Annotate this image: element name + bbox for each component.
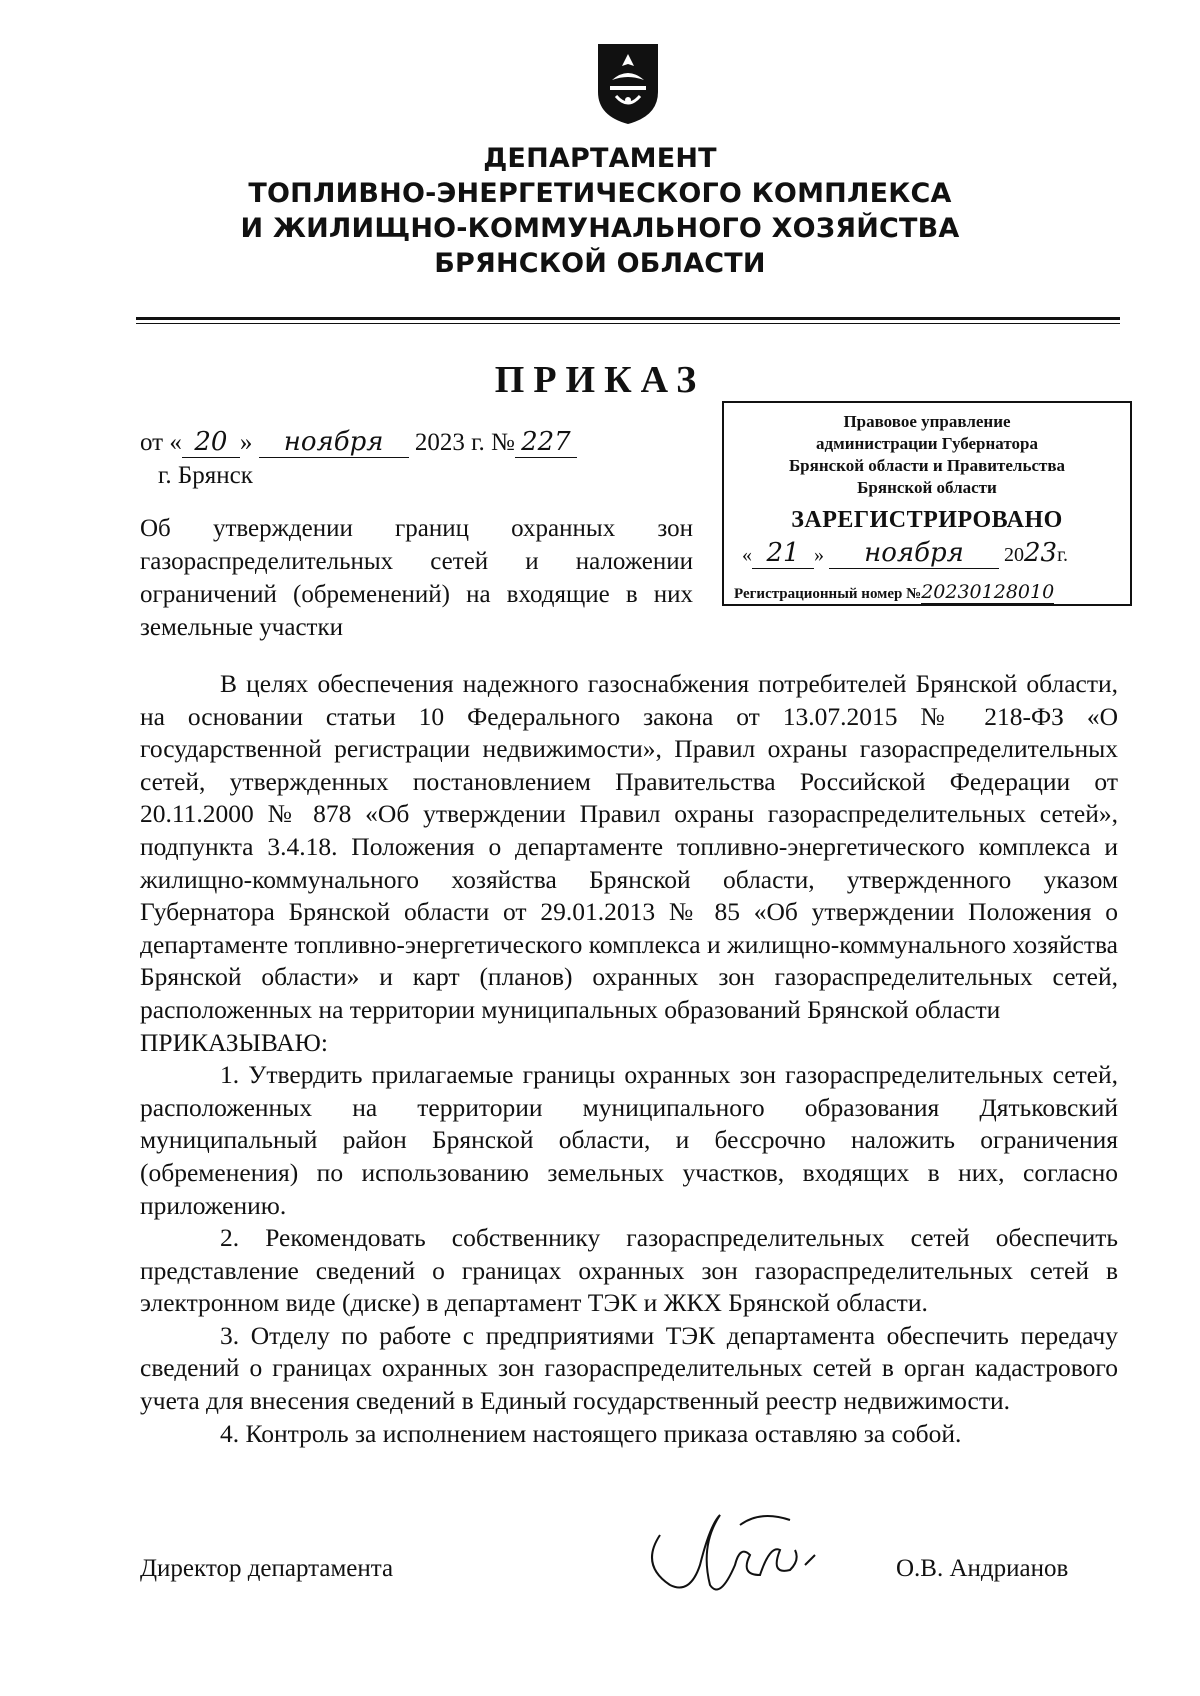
document-type-title: ПРИКАЗ <box>494 359 706 401</box>
stamp-year-end: г. <box>1057 544 1069 566</box>
order-subject: Об утверждении границ охранных зон газораспределительных сетей и наложении ограничений (обременений) на входящие в них земельные участки <box>140 515 693 641</box>
stamp-year-prefix: 20 <box>1004 544 1024 566</box>
coat-of-arms-emblem <box>594 40 662 126</box>
stamp-org-line: Брянской области <box>857 478 997 497</box>
stamp-day: 21 <box>752 538 814 569</box>
order-date-line <box>140 427 577 458</box>
order-day: 20 <box>182 427 240 458</box>
stamp-reg-number: 20230128010 <box>921 581 1055 603</box>
stamp-organization <box>724 411 1130 499</box>
department-name-line-4: БРЯНСКОЙ ОБЛАСТИ <box>434 248 766 279</box>
stamp-org-line: администрации Губернатора <box>816 434 1038 453</box>
order-item-4: 4. Контроль за исполнением настоящего приказа оставляю за собой. <box>220 1418 962 1448</box>
department-name-line-3: И ЖИЛИЩНО-КОММУНАЛЬНОГО ХОЗЯЙСТВА <box>240 213 960 244</box>
department-name-line-2: ТОПЛИВНО-ЭНЕРГЕТИЧЕСКОГО КОМПЛЕКСА <box>248 178 952 209</box>
header-divider-thick <box>136 317 1120 320</box>
registration-stamp <box>722 401 1132 606</box>
stamp-org-line: Правовое управление <box>843 412 1011 431</box>
stamp-registration-number <box>724 581 1130 604</box>
date-prefix: от « <box>140 429 182 456</box>
department-name-line-1: ДЕПАРТАМЕНТ <box>483 143 717 174</box>
command-word: ПРИКАЗЫВАЮ: <box>140 1027 328 1057</box>
preamble-paragraph: В целях обеспечения надежного газоснабжения потребителей Брянской области, на основании статьи 10 Федерального закона от 13.07.2015 № 218-ФЗ «О государственной регистрации недвижимости», Правил охраны газораспределительных сетей, утвержденных постановлением Правительства Российской Федерации от 20.11.2000 № 878 «Об утверждении Правил охраны газораспределительных сетей», подпункта 3.4.18. Положения о департаменте топливно-энергетического комплекса и жилищно-коммунального хозяйства Брянской области, утвержденного указом Губернатора Брянской области от 29.01.2013 № 85 «Об утверждении Положения о департаменте топливно-энергетического комплекса и жилищно-коммунального хозяйства Брянской области» и карт (планов) охранных зон газораспределительных сетей, расположенных на территории муниципальных образований Брянской области <box>140 669 1118 1024</box>
stamp-year-suffix: 23 <box>1024 538 1058 568</box>
order-item-2: 2. Рекомендовать собственнику газораспределительных сетей обеспечить представление сведений о границах охранных зон газораспределительных сетей в электронном виде (диске) в департамент ТЭК и ЖКХ Брянской области. <box>140 1223 1118 1318</box>
handwritten-signature <box>640 1505 850 1605</box>
stamp-org-line: Брянской области и Правительства <box>788 456 1066 475</box>
stamp-reg-label: Регистрационный номер № <box>734 586 922 602</box>
order-item-1: 1. Утвердить прилагаемые границы охранных зон газораспределительных сетей, расположенных на территории муниципального образования Дятьковский муниципальный район Брянской области, и бессрочно наложить ограничения (обременения) по использованию земельных участков, входящих в них, согласно приложению. <box>140 1060 1118 1220</box>
order-item-3: 3. Отделу по работе с предприятиями ТЭК департамента обеспечить передачу сведений о границах охранных зон газораспределительных сетей в орган кадастрового учета для внесения сведений в Единый государственный реестр недвижимости. <box>140 1320 1118 1416</box>
signatory-name: О.В. Андрианов <box>896 1555 1069 1582</box>
order-body <box>140 668 1118 1450</box>
order-number: 227 <box>515 427 577 458</box>
stamp-status: ЗАРЕГИСТРИРОВАНО <box>791 507 1063 533</box>
stamp-month: ноября <box>829 538 999 569</box>
date-mid: » <box>239 429 253 456</box>
order-city: г. Брянск <box>158 462 253 489</box>
order-year: 2023 г. <box>414 429 485 456</box>
order-number-label: № <box>491 429 515 456</box>
header-divider-thin <box>136 323 1120 324</box>
order-month: ноября <box>259 427 409 458</box>
stamp-close-quote: » <box>814 544 824 566</box>
stamp-date <box>724 538 1130 569</box>
signatory-position: Директор департамента <box>140 1555 394 1582</box>
stamp-open-quote: « <box>742 544 752 566</box>
